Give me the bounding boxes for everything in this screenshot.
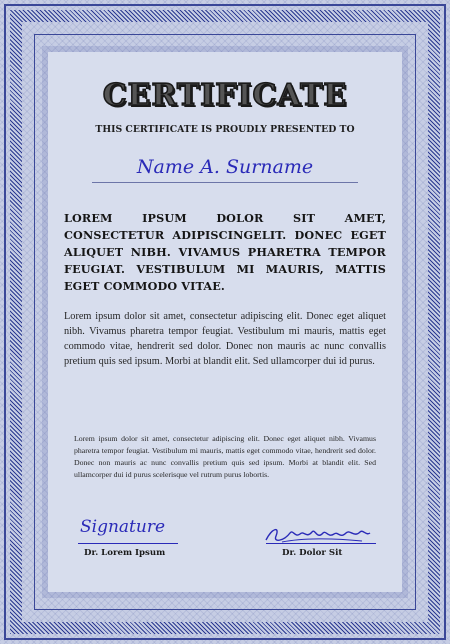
name-underline [92,182,358,183]
body-text-medium: Lorem ipsum dolor sit amet, consectetur adipiscing elit. Donec eget aliquet nibh. Vivamus pharetra tempor feugiat. Vestibulum mi mauris, mattis eget commodo vitae, hendrerit sed dolor. Donec non mauris ac nunc convallis pretium quis sed ipsum. Morbi at blandit elit. Sed ullamcorper dui id purus. [64,311,386,367]
presented-to-line: THIS CERTIFICATE IS PROUDLY PRESENTED TO [95,124,355,135]
signature-left-line [78,543,178,544]
signature-left-script: Signature [80,517,166,537]
body-text-large: LOREM IPSUM DOLOR SIT AMET, CONSECTETUR ADIPISCINGELIT. DONEC EGET ALIQUET NIBH. VIVAMUS PHARETRA TEMPOR FEUGIAT. VESTIBULUM MI MAURIS, MATTIS EGET COMMODO VITAE. [64,211,386,293]
recipient-name: Name A. Surname [136,156,314,178]
signature-right-name: Dr. Dolor Sit [282,548,343,558]
certificate-title: CERTIFICATE [102,78,348,113]
signature-right-line [266,543,376,544]
signature-left-name: Dr. Lorem Ipsum [84,548,166,558]
body-text-small: Lorem ipsum dolor sit amet, consectetur adipiscing elit. Donec eget aliquet nibh. Vivamus pharetra tempor feugiat. Vestibulum mi mauris, mattis eget commodo vitae, hendrerit sed dolor. Donec non mauris ac nunc convallis pretium quis sed ipsum. Morbi at blandit elit. Sed ullamcorper dui id purus scelerisque vel rutrum purus lobortis. [74,434,376,479]
